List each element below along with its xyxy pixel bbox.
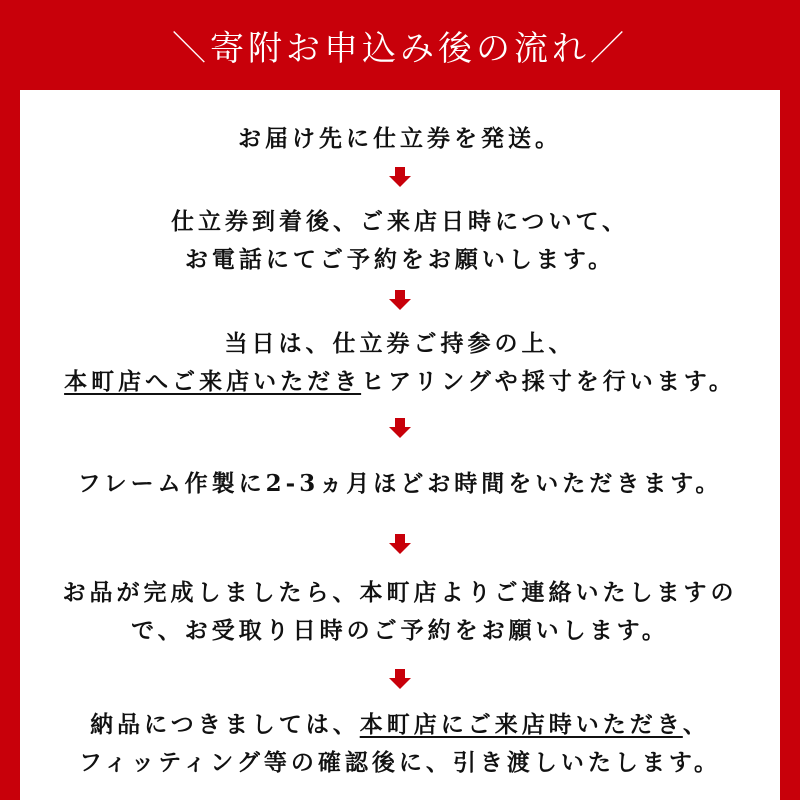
down-arrow-icon xyxy=(388,667,412,691)
down-arrow-icon xyxy=(388,165,412,189)
store-visit-underlined: 本町店にご来店時いただき xyxy=(359,711,683,738)
step-2-line-2: お電話にてご予約をお願いします。 xyxy=(184,246,616,273)
step-5-line-2: で、お受取り日時のご予約をお願いします。 xyxy=(131,617,669,644)
step-3-line-2 xyxy=(20,363,780,401)
store-visit-underlined: 本町店へご来店いただき xyxy=(64,368,362,395)
step-3-line-2-rest: ヒアリングや採寸を行います。 xyxy=(361,368,736,395)
step-5 xyxy=(20,574,780,650)
step-2-line-1: 仕立券到着後、ご来店日時について、 xyxy=(170,208,630,235)
down-arrow-icon xyxy=(388,288,412,312)
step-5-line-1: お品が完成しましたら、本町店よりご連絡いたしますの xyxy=(62,579,738,606)
step-3 xyxy=(20,325,780,401)
step-6 xyxy=(20,706,780,782)
step-6-line-2: フィッティング等の確認後に、引き渡しいたします。 xyxy=(78,749,722,776)
flow-panel xyxy=(20,90,780,800)
step-1-line-1: お届け先に仕立券を発送。 xyxy=(238,125,562,152)
header-title: ＼寄附お申込み後の流れ／ xyxy=(172,28,628,69)
step-3-line-1: 当日は、仕立券ご持参の上、 xyxy=(224,330,576,357)
down-arrow-icon xyxy=(388,416,412,440)
step-4 xyxy=(20,465,780,503)
step-6-line-1-pre: 納品につきましては、 xyxy=(90,711,360,738)
page-header xyxy=(0,0,800,90)
step-6-line-1-post: 、 xyxy=(682,711,710,738)
step-6-line-1 xyxy=(20,706,780,744)
step-1 xyxy=(20,120,780,158)
step-2 xyxy=(20,203,780,279)
down-arrow-icon xyxy=(388,532,412,556)
step-4-line-1: フレーム作製に2-3ヵ月ほどお時間をいただきます。 xyxy=(77,470,723,497)
